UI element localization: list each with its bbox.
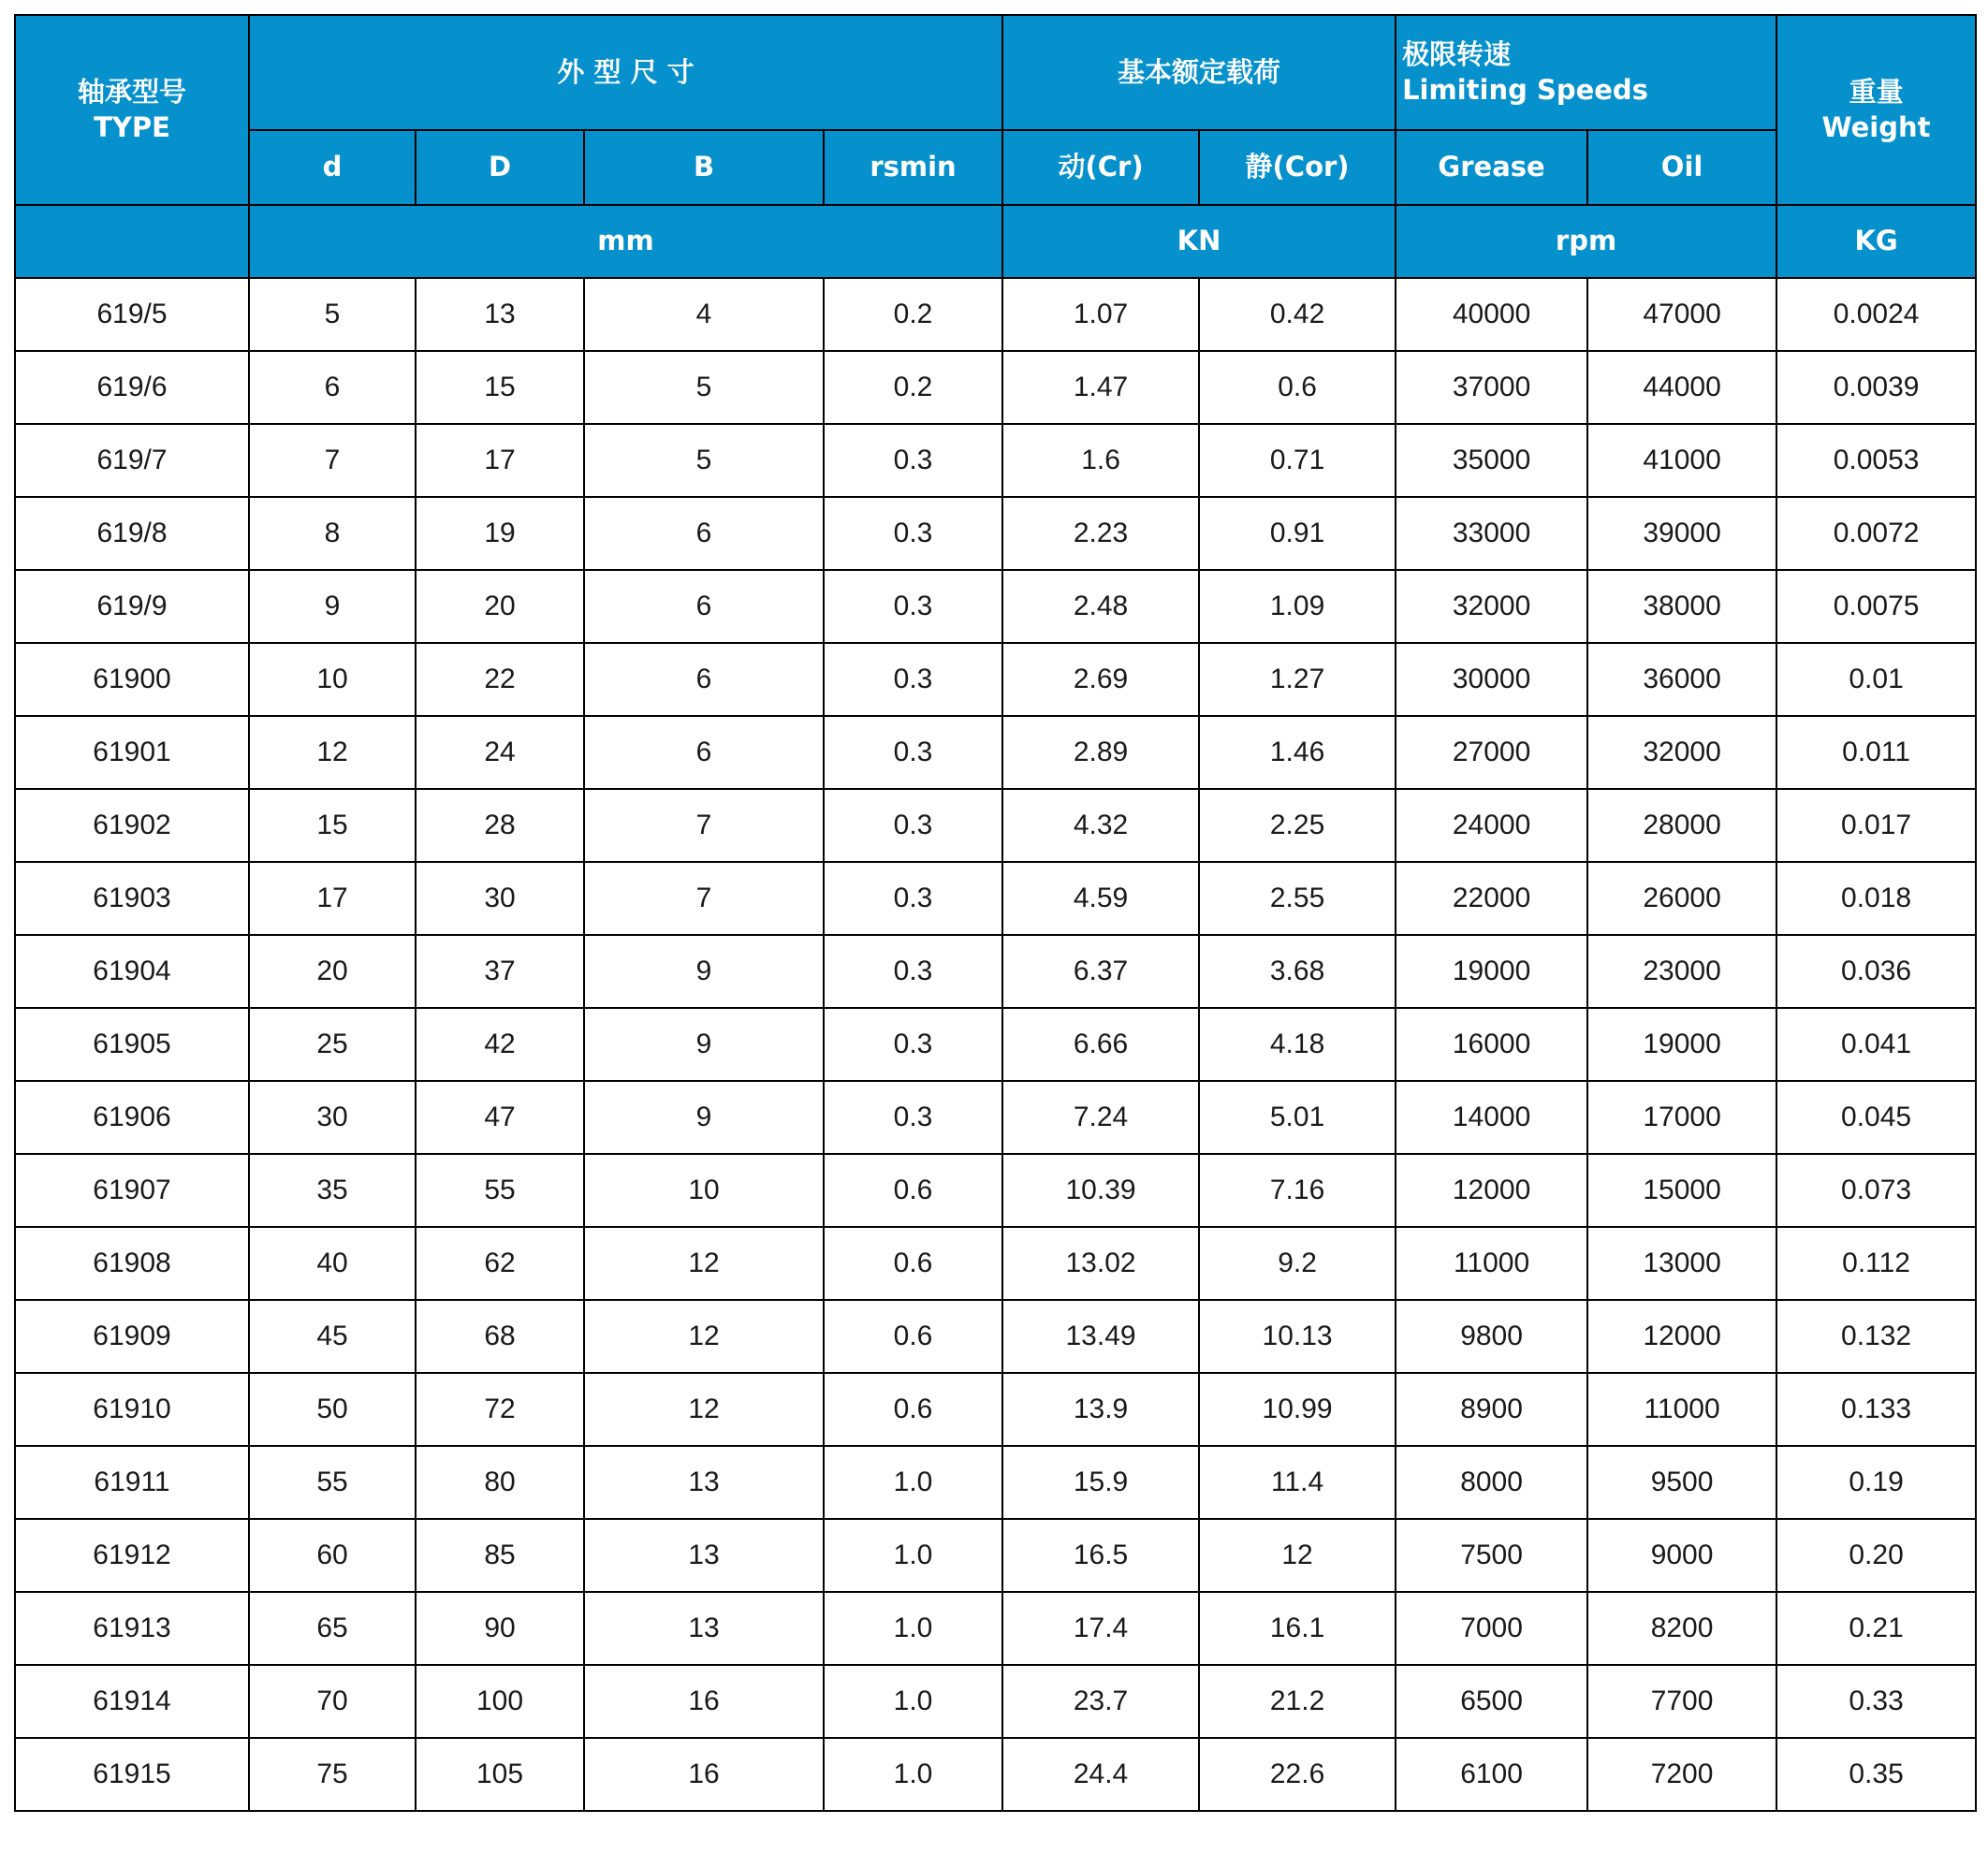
cell-B: 9 xyxy=(584,935,824,1008)
cell-cr: 10.39 xyxy=(1002,1154,1199,1227)
cell-B: 13 xyxy=(584,1446,824,1519)
table-header xyxy=(15,15,1976,278)
cell-B: 6 xyxy=(584,716,824,789)
cell-cor: 21.2 xyxy=(1199,1665,1396,1738)
cell-rsmin: 0.3 xyxy=(824,789,1002,862)
cell-rsmin: 0.2 xyxy=(824,278,1002,351)
cell-grease: 14000 xyxy=(1396,1081,1587,1154)
cell-B: 12 xyxy=(584,1373,824,1446)
cell-type: 61910 xyxy=(15,1373,249,1446)
cell-cor: 22.6 xyxy=(1199,1738,1396,1811)
cell-cr: 4.32 xyxy=(1002,789,1199,862)
cell-oil: 17000 xyxy=(1587,1081,1776,1154)
header-row-units xyxy=(15,205,1976,278)
cell-oil: 9500 xyxy=(1587,1446,1776,1519)
cell-oil: 36000 xyxy=(1587,643,1776,716)
cell-cor: 1.27 xyxy=(1199,643,1396,716)
header-cr: 动(Cr) xyxy=(1002,130,1199,205)
cell-d: 12 xyxy=(249,716,416,789)
cell-d: 7 xyxy=(249,424,416,497)
cell-rsmin: 0.3 xyxy=(824,935,1002,1008)
header-dimensions: 外 型 尺 寸 xyxy=(249,15,1002,130)
table-row xyxy=(15,862,1976,935)
cell-grease: 19000 xyxy=(1396,935,1587,1008)
cell-cor: 2.25 xyxy=(1199,789,1396,862)
header-type-cn: 轴承型号 xyxy=(77,75,186,108)
cell-grease: 8000 xyxy=(1396,1446,1587,1519)
cell-weight: 0.017 xyxy=(1776,789,1976,862)
cell-D-outer: 68 xyxy=(416,1300,584,1373)
cell-D-outer: 28 xyxy=(416,789,584,862)
header-B: B xyxy=(584,130,824,205)
cell-cor: 5.01 xyxy=(1199,1081,1396,1154)
table-row xyxy=(15,716,1976,789)
table-row xyxy=(15,1665,1976,1738)
cell-B: 6 xyxy=(584,570,824,643)
cell-D-outer: 105 xyxy=(416,1738,584,1811)
cell-cr: 13.9 xyxy=(1002,1373,1199,1446)
cell-cr: 6.66 xyxy=(1002,1008,1199,1081)
cell-grease: 27000 xyxy=(1396,716,1587,789)
table-row xyxy=(15,1738,1976,1811)
cell-d: 70 xyxy=(249,1665,416,1738)
header-D-outer: D xyxy=(416,130,584,205)
cell-D-outer: 19 xyxy=(416,497,584,570)
cell-cr: 6.37 xyxy=(1002,935,1199,1008)
cell-type: 61912 xyxy=(15,1519,249,1592)
cell-oil: 47000 xyxy=(1587,278,1776,351)
cell-B: 16 xyxy=(584,1665,824,1738)
bearing-spec-table xyxy=(14,14,1977,1812)
header-cor: 静(Cor) xyxy=(1199,130,1396,205)
table-row xyxy=(15,497,1976,570)
cell-B: 7 xyxy=(584,789,824,862)
cell-D-outer: 80 xyxy=(416,1446,584,1519)
cell-cor: 10.99 xyxy=(1199,1373,1396,1446)
cell-weight: 0.0039 xyxy=(1776,351,1976,424)
cell-oil: 23000 xyxy=(1587,935,1776,1008)
cell-cr: 2.23 xyxy=(1002,497,1199,570)
cell-rsmin: 0.3 xyxy=(824,862,1002,935)
header-rsmin: rsmin xyxy=(824,130,1002,205)
cell-cor: 4.18 xyxy=(1199,1008,1396,1081)
cell-D-outer: 42 xyxy=(416,1008,584,1081)
cell-oil: 38000 xyxy=(1587,570,1776,643)
cell-rsmin: 1.0 xyxy=(824,1446,1002,1519)
cell-grease: 6500 xyxy=(1396,1665,1587,1738)
header-d: d xyxy=(249,130,416,205)
table-row xyxy=(15,1592,1976,1665)
cell-grease: 11000 xyxy=(1396,1227,1587,1300)
cell-cor: 0.71 xyxy=(1199,424,1396,497)
cell-d: 60 xyxy=(249,1519,416,1592)
cell-weight: 0.041 xyxy=(1776,1008,1976,1081)
cell-B: 4 xyxy=(584,278,824,351)
cell-type: 61902 xyxy=(15,789,249,862)
cell-cr: 13.02 xyxy=(1002,1227,1199,1300)
cell-type: 61906 xyxy=(15,1081,249,1154)
cell-D-outer: 47 xyxy=(416,1081,584,1154)
cell-rsmin: 1.0 xyxy=(824,1519,1002,1592)
cell-weight: 0.21 xyxy=(1776,1592,1976,1665)
cell-type: 61909 xyxy=(15,1300,249,1373)
cell-d: 35 xyxy=(249,1154,416,1227)
cell-oil: 12000 xyxy=(1587,1300,1776,1373)
cell-rsmin: 0.3 xyxy=(824,570,1002,643)
cell-rsmin: 0.6 xyxy=(824,1373,1002,1446)
cell-rsmin: 0.3 xyxy=(824,497,1002,570)
cell-oil: 26000 xyxy=(1587,862,1776,935)
cell-d: 55 xyxy=(249,1446,416,1519)
cell-cor: 11.4 xyxy=(1199,1446,1396,1519)
header-oil: Oil xyxy=(1587,130,1776,205)
cell-type: 61907 xyxy=(15,1154,249,1227)
cell-oil: 13000 xyxy=(1587,1227,1776,1300)
cell-rsmin: 0.3 xyxy=(824,1081,1002,1154)
header-unit-rpm: rpm xyxy=(1396,205,1776,278)
cell-rsmin: 0.3 xyxy=(824,1008,1002,1081)
cell-D-outer: 24 xyxy=(416,716,584,789)
cell-B: 9 xyxy=(584,1008,824,1081)
cell-cor: 1.46 xyxy=(1199,716,1396,789)
cell-grease: 7000 xyxy=(1396,1592,1587,1665)
cell-d: 10 xyxy=(249,643,416,716)
table-row xyxy=(15,1300,1976,1373)
cell-D-outer: 17 xyxy=(416,424,584,497)
cell-oil: 19000 xyxy=(1587,1008,1776,1081)
cell-B: 6 xyxy=(584,643,824,716)
table-row xyxy=(15,278,1976,351)
cell-grease: 30000 xyxy=(1396,643,1587,716)
cell-D-outer: 55 xyxy=(416,1154,584,1227)
cell-type: 61914 xyxy=(15,1665,249,1738)
cell-B: 9 xyxy=(584,1081,824,1154)
table-row xyxy=(15,1081,1976,1154)
cell-weight: 0.132 xyxy=(1776,1300,1976,1373)
cell-rsmin: 0.6 xyxy=(824,1300,1002,1373)
cell-grease: 16000 xyxy=(1396,1008,1587,1081)
cell-cor: 0.6 xyxy=(1199,351,1396,424)
cell-d: 40 xyxy=(249,1227,416,1300)
cell-D-outer: 100 xyxy=(416,1665,584,1738)
cell-type: 619/9 xyxy=(15,570,249,643)
table-row xyxy=(15,570,1976,643)
cell-cr: 13.49 xyxy=(1002,1300,1199,1373)
cell-cor: 3.68 xyxy=(1199,935,1396,1008)
table-row xyxy=(15,789,1976,862)
table-row xyxy=(15,1373,1976,1446)
cell-B: 10 xyxy=(584,1154,824,1227)
cell-D-outer: 90 xyxy=(416,1592,584,1665)
cell-weight: 0.036 xyxy=(1776,935,1976,1008)
cell-oil: 11000 xyxy=(1587,1373,1776,1446)
table-row xyxy=(15,1227,1976,1300)
cell-B: 12 xyxy=(584,1227,824,1300)
header-weight-en: Weight xyxy=(1821,110,1931,143)
cell-grease: 6100 xyxy=(1396,1738,1587,1811)
cell-rsmin: 0.3 xyxy=(824,716,1002,789)
cell-grease: 22000 xyxy=(1396,862,1587,935)
cell-cor: 0.91 xyxy=(1199,497,1396,570)
cell-cor: 10.13 xyxy=(1199,1300,1396,1373)
cell-cr: 24.4 xyxy=(1002,1738,1199,1811)
cell-d: 5 xyxy=(249,278,416,351)
cell-D-outer: 20 xyxy=(416,570,584,643)
table-row xyxy=(15,1154,1976,1227)
cell-oil: 7200 xyxy=(1587,1738,1776,1811)
cell-rsmin: 0.6 xyxy=(824,1227,1002,1300)
header-unit-kn: KN xyxy=(1002,205,1396,278)
cell-d: 45 xyxy=(249,1300,416,1373)
cell-B: 16 xyxy=(584,1738,824,1811)
cell-weight: 0.045 xyxy=(1776,1081,1976,1154)
cell-cor: 12 xyxy=(1199,1519,1396,1592)
table-body xyxy=(15,278,1976,1811)
header-unit-mm: mm xyxy=(249,205,1002,278)
cell-rsmin: 0.3 xyxy=(824,424,1002,497)
cell-B: 5 xyxy=(584,351,824,424)
cell-D-outer: 30 xyxy=(416,862,584,935)
cell-D-outer: 15 xyxy=(416,351,584,424)
cell-B: 12 xyxy=(584,1300,824,1373)
cell-d: 75 xyxy=(249,1738,416,1811)
cell-grease: 24000 xyxy=(1396,789,1587,862)
cell-D-outer: 22 xyxy=(416,643,584,716)
header-weight xyxy=(1776,15,1976,205)
header-type xyxy=(15,15,249,205)
cell-oil: 8200 xyxy=(1587,1592,1776,1665)
cell-cr: 1.07 xyxy=(1002,278,1199,351)
table-row xyxy=(15,1008,1976,1081)
table-row xyxy=(15,424,1976,497)
cell-cr: 23.7 xyxy=(1002,1665,1199,1738)
cell-weight: 0.19 xyxy=(1776,1446,1976,1519)
cell-weight: 0.112 xyxy=(1776,1227,1976,1300)
cell-cr: 2.89 xyxy=(1002,716,1199,789)
table-row xyxy=(15,1446,1976,1519)
cell-grease: 35000 xyxy=(1396,424,1587,497)
table-row xyxy=(15,1519,1976,1592)
cell-cor: 7.16 xyxy=(1199,1154,1396,1227)
table-row xyxy=(15,935,1976,1008)
table-row xyxy=(15,643,1976,716)
cell-cr: 2.48 xyxy=(1002,570,1199,643)
cell-weight: 0.0072 xyxy=(1776,497,1976,570)
cell-cor: 9.2 xyxy=(1199,1227,1396,1300)
cell-D-outer: 37 xyxy=(416,935,584,1008)
cell-oil: 44000 xyxy=(1587,351,1776,424)
cell-rsmin: 0.2 xyxy=(824,351,1002,424)
cell-d: 17 xyxy=(249,862,416,935)
cell-cr: 2.69 xyxy=(1002,643,1199,716)
cell-grease: 8900 xyxy=(1396,1373,1587,1446)
cell-weight: 0.018 xyxy=(1776,862,1976,935)
header-type-en: TYPE xyxy=(94,110,170,143)
header-grease: Grease xyxy=(1396,130,1587,205)
cell-D-outer: 72 xyxy=(416,1373,584,1446)
cell-weight: 0.01 xyxy=(1776,643,1976,716)
cell-cor: 16.1 xyxy=(1199,1592,1396,1665)
cell-B: 6 xyxy=(584,497,824,570)
header-speed xyxy=(1396,15,1776,130)
cell-weight: 0.0024 xyxy=(1776,278,1976,351)
cell-cor: 0.42 xyxy=(1199,278,1396,351)
cell-weight: 0.073 xyxy=(1776,1154,1976,1227)
cell-cr: 1.6 xyxy=(1002,424,1199,497)
cell-B: 13 xyxy=(584,1519,824,1592)
cell-D-outer: 13 xyxy=(416,278,584,351)
cell-weight: 0.133 xyxy=(1776,1373,1976,1446)
cell-type: 61911 xyxy=(15,1446,249,1519)
cell-type: 61905 xyxy=(15,1008,249,1081)
cell-grease: 7500 xyxy=(1396,1519,1587,1592)
cell-rsmin: 0.6 xyxy=(824,1154,1002,1227)
cell-cr: 15.9 xyxy=(1002,1446,1199,1519)
cell-D-outer: 62 xyxy=(416,1227,584,1300)
cell-oil: 15000 xyxy=(1587,1154,1776,1227)
cell-grease: 32000 xyxy=(1396,570,1587,643)
cell-cr: 7.24 xyxy=(1002,1081,1199,1154)
cell-oil: 41000 xyxy=(1587,424,1776,497)
cell-cor: 2.55 xyxy=(1199,862,1396,935)
cell-rsmin: 1.0 xyxy=(824,1738,1002,1811)
header-unit-type-empty xyxy=(15,205,249,278)
cell-cr: 17.4 xyxy=(1002,1592,1199,1665)
cell-weight: 0.33 xyxy=(1776,1665,1976,1738)
header-load: 基本额定载荷 xyxy=(1002,15,1396,130)
cell-cr: 16.5 xyxy=(1002,1519,1199,1592)
cell-type: 61900 xyxy=(15,643,249,716)
cell-B: 7 xyxy=(584,862,824,935)
cell-cor: 1.09 xyxy=(1199,570,1396,643)
cell-d: 20 xyxy=(249,935,416,1008)
cell-type: 61913 xyxy=(15,1592,249,1665)
header-row-columns xyxy=(15,130,1976,205)
cell-grease: 9800 xyxy=(1396,1300,1587,1373)
cell-rsmin: 1.0 xyxy=(824,1665,1002,1738)
cell-cr: 4.59 xyxy=(1002,862,1199,935)
cell-grease: 33000 xyxy=(1396,497,1587,570)
table-row xyxy=(15,351,1976,424)
cell-d: 50 xyxy=(249,1373,416,1446)
cell-type: 61901 xyxy=(15,716,249,789)
cell-weight: 0.011 xyxy=(1776,716,1976,789)
cell-grease: 12000 xyxy=(1396,1154,1587,1227)
cell-d: 25 xyxy=(249,1008,416,1081)
cell-d: 15 xyxy=(249,789,416,862)
cell-oil: 9000 xyxy=(1587,1519,1776,1592)
header-weight-cn: 重量 xyxy=(1849,75,1904,108)
cell-type: 61908 xyxy=(15,1227,249,1300)
cell-type: 61903 xyxy=(15,862,249,935)
cell-type: 619/8 xyxy=(15,497,249,570)
cell-grease: 40000 xyxy=(1396,278,1587,351)
header-unit-kg: KG xyxy=(1776,205,1976,278)
cell-type: 61915 xyxy=(15,1738,249,1811)
cell-d: 6 xyxy=(249,351,416,424)
header-row-groups xyxy=(15,15,1976,130)
cell-d: 8 xyxy=(249,497,416,570)
cell-d: 30 xyxy=(249,1081,416,1154)
header-speed-cn: 极限转速 xyxy=(1402,37,1512,70)
cell-weight: 0.0053 xyxy=(1776,424,1976,497)
cell-d: 65 xyxy=(249,1592,416,1665)
cell-weight: 0.0075 xyxy=(1776,570,1976,643)
header-speed-en: Limiting Speeds xyxy=(1402,73,1648,106)
cell-type: 619/7 xyxy=(15,424,249,497)
cell-D-outer: 85 xyxy=(416,1519,584,1592)
cell-cr: 1.47 xyxy=(1002,351,1199,424)
cell-oil: 7700 xyxy=(1587,1665,1776,1738)
cell-oil: 39000 xyxy=(1587,497,1776,570)
cell-weight: 0.35 xyxy=(1776,1738,1976,1811)
cell-type: 619/5 xyxy=(15,278,249,351)
cell-d: 9 xyxy=(249,570,416,643)
cell-rsmin: 1.0 xyxy=(824,1592,1002,1665)
cell-weight: 0.20 xyxy=(1776,1519,1976,1592)
cell-grease: 37000 xyxy=(1396,351,1587,424)
cell-oil: 32000 xyxy=(1587,716,1776,789)
cell-B: 5 xyxy=(584,424,824,497)
cell-rsmin: 0.3 xyxy=(824,643,1002,716)
cell-oil: 28000 xyxy=(1587,789,1776,862)
cell-type: 61904 xyxy=(15,935,249,1008)
cell-type: 619/6 xyxy=(15,351,249,424)
cell-B: 13 xyxy=(584,1592,824,1665)
